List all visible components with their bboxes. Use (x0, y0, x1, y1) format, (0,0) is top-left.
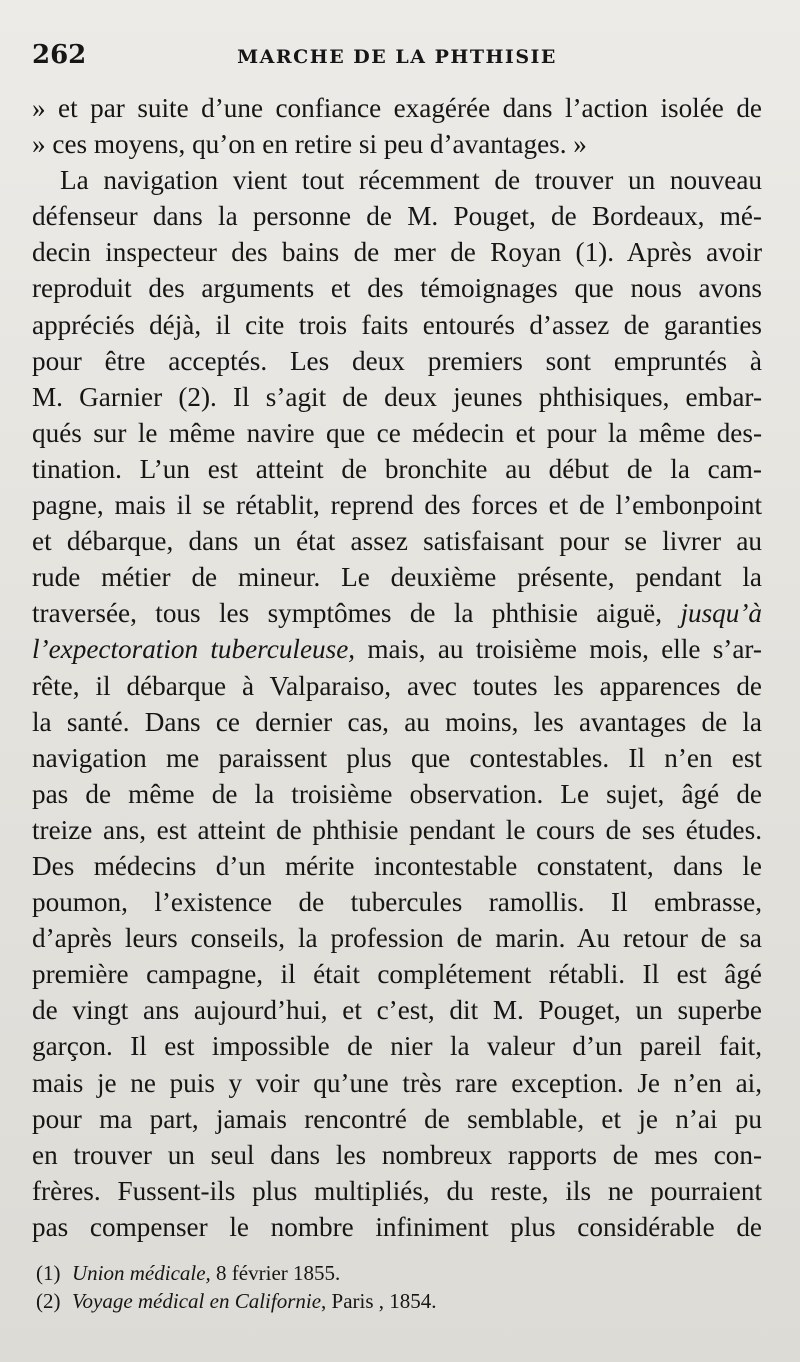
text-line (32, 776, 762, 812)
italic-text: l’expectoration tuberculeuse, (32, 634, 356, 665)
text-line (32, 379, 762, 415)
text-line (32, 523, 762, 559)
text-line (32, 487, 762, 523)
page-header (32, 40, 762, 90)
text-line (32, 884, 762, 920)
line-text: poumon, l’existence de tubercules ramollis. Il embrasse, (32, 887, 762, 918)
text-line (32, 848, 762, 884)
line-text: rude métier de mineur. Le deuxième présente, pendant la (32, 562, 762, 593)
text-line (32, 559, 762, 595)
line-text: treize ans, est atteint de phthisie pendant le cours de ses études. (32, 814, 762, 845)
text-line (32, 1137, 762, 1173)
running-title: MARCHE DE LA PHTHISIE (237, 46, 557, 68)
text-line (32, 162, 762, 198)
line-text: pas de même de la troisième observation. Le sujet, âgé de (32, 778, 762, 809)
line-text: traversée, tous les symptômes de la phthisie aiguë, (32, 598, 663, 629)
footnote-work-title: Union médicale, (72, 1261, 211, 1285)
text-line (32, 1209, 762, 1245)
line-text: défenseur dans la personne de M. Pouget, de Bordeaux, mé- (32, 201, 762, 232)
footnote-number: (1) (36, 1261, 61, 1285)
italic-text: jusqu’à (680, 598, 762, 629)
line-text: reproduit des arguments et des témoignages que nous avons (32, 273, 762, 304)
line-text: mais je ne puis y voir qu’une très rare exception. Je n’en ai, (32, 1067, 762, 1098)
line-text: rête, il débarque à Valparaiso, avec toutes les apparences de (32, 670, 762, 701)
line-text: navigation me paraissent plus que contestables. Il n’en est (32, 742, 762, 773)
line-text: première campagne, il était complétement rétabli. Il est âgé (32, 959, 762, 990)
text-line (32, 956, 762, 992)
line-text: pour être acceptés. Les deux premiers sont empruntés à (32, 345, 762, 376)
text-line (32, 1065, 762, 1101)
text-line (32, 415, 762, 451)
line-text: » ces moyens, qu’on en retire si peu d’avantages. » (32, 129, 587, 160)
text-line (32, 198, 762, 234)
text-line (32, 307, 762, 343)
line-text: pour ma part, jamais rencontré de semblable, et je n’ai pu (32, 1103, 762, 1134)
line-text: La navigation vient tout récemment de trouver un nouveau (60, 165, 762, 196)
text-line (32, 740, 762, 776)
text-line (32, 631, 762, 667)
line-text: M. Garnier (2). Il s’agit de deux jeunes phthisiques, embar- (32, 381, 762, 412)
line-text: garçon. Il est impossible de nier la valeur d’un pareil fait, (32, 1031, 762, 1062)
footnote-number: (2) (36, 1289, 61, 1313)
text-line (32, 90, 762, 126)
page-number: 262 (32, 40, 87, 70)
body-text (32, 90, 762, 1245)
line-text: pagne, mais il se rétablit, reprend des forces et de l’embonpoint (32, 490, 762, 521)
line-text: et débarque, dans un état assez satisfaisant pour se livrer au (32, 526, 762, 557)
line-text: mais, au troisième mois, elle s’ar- (367, 634, 762, 665)
text-line (32, 234, 762, 270)
text-line (32, 595, 762, 631)
text-line (32, 668, 762, 704)
text-line (32, 343, 762, 379)
text-line (32, 992, 762, 1028)
text-line (32, 920, 762, 956)
text-line (32, 812, 762, 848)
line-text: pas compenser le nombre infiniment plus considérable de (32, 1211, 762, 1242)
line-text: en trouver un seul dans les nombreux rapports de mes con- (32, 1139, 762, 1170)
text-line (32, 1028, 762, 1064)
line-text: de vingt ans aujourd’hui, et c’est, dit M. Pouget, un superbe (32, 995, 762, 1026)
text-line (32, 126, 762, 162)
footnote (32, 1287, 762, 1315)
line-text: Des médecins d’un mérite incontestable constatent, dans le (32, 850, 762, 881)
line-text: d’après leurs conseils, la profession de marin. Au retour de sa (32, 923, 762, 954)
text-line (32, 451, 762, 487)
line-text: » et par suite d’une confiance exagérée dans l’action isolée de (32, 93, 762, 123)
footnote (32, 1259, 762, 1287)
text-line (32, 704, 762, 740)
line-text: qués sur le même navire que ce médecin et pour la même des- (32, 417, 762, 448)
text-line (32, 1101, 762, 1137)
line-text: decin inspecteur des bains de mer de Royan (1). Après avoir (32, 237, 762, 268)
line-text: frères. Fussent-ils plus multipliés, du reste, ils ne pourraient (32, 1175, 762, 1206)
footnotes (32, 1259, 762, 1315)
text-line (32, 270, 762, 306)
text-line (32, 1173, 762, 1209)
line-text: tination. L’un est atteint de bronchite au début de la cam- (32, 453, 762, 484)
footnote-details: , Paris , 1854. (321, 1289, 437, 1313)
line-text: la santé. Dans ce dernier cas, au moins, les avantages de la (32, 706, 762, 737)
line-text: appréciés déjà, il cite trois faits entourés d’assez de garanties (32, 309, 762, 340)
footnote-work-title: Voyage médical en Californie (72, 1289, 322, 1313)
footnote-details: 8 février 1855. (210, 1261, 341, 1285)
